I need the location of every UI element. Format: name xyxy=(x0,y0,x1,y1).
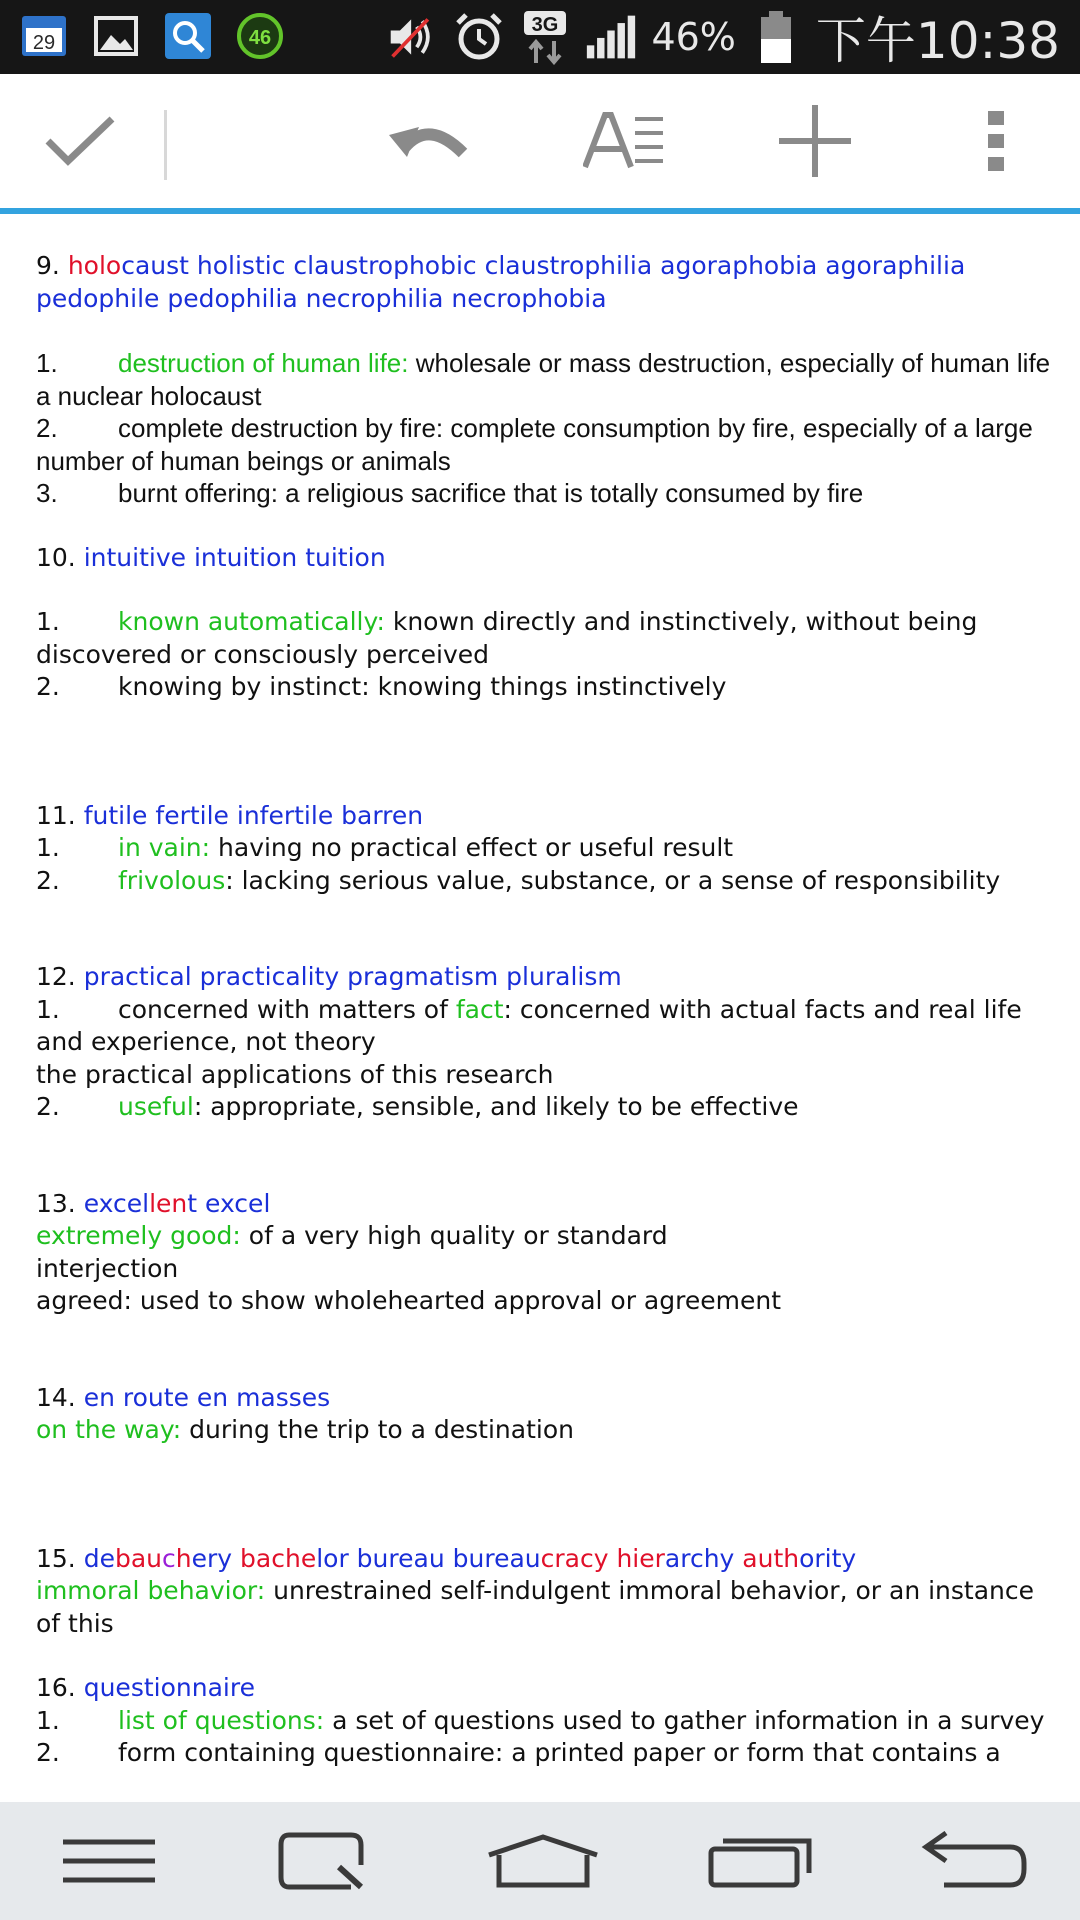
navigation-bar xyxy=(0,1802,1080,1920)
status-bar xyxy=(0,0,1080,74)
undo-button[interactable] xyxy=(370,74,490,208)
definition-headword: extremely good: xyxy=(36,1221,241,1250)
home-icon xyxy=(485,1833,601,1889)
undo-icon xyxy=(385,111,475,171)
definition-text: form containing questionnaire: a printed paper or form that contains a xyxy=(118,1738,1001,1767)
word-highlight: h xyxy=(175,1543,192,1573)
entry-heading-13 xyxy=(36,1188,1056,1221)
definition-headword: destruction of human life: xyxy=(118,348,409,378)
definition-text: known directly and instinctively, without being discovered or consciously perceived xyxy=(36,607,978,669)
entry-number: 9. xyxy=(36,251,68,280)
definition-line xyxy=(36,865,1056,898)
definition-number: 2. xyxy=(36,1092,60,1121)
recent-apps-button[interactable] xyxy=(685,1802,835,1920)
network-type-text: 3G xyxy=(532,14,559,36)
definition-text: having no practical effect or useful result xyxy=(210,833,734,862)
definition-text: complete destruction by fire: complete consumption by fire, especially of a large number of human beings or animals xyxy=(36,413,1033,476)
entry-heading-9 xyxy=(36,250,1056,315)
word-list: caust holistic claustrophobic claustrophilia agoraphobia agoraphilia pedophile pedophilia necrophilia necrophobia xyxy=(36,251,966,313)
definition-text: : concerned with actual facts and real life and experience, not theory xyxy=(36,994,1022,1056)
word-space xyxy=(232,1544,240,1573)
definition-text: knowing by instinct: knowing things instinctively xyxy=(118,672,727,701)
definition-headword: frivolous xyxy=(118,865,226,895)
word-highlight: bau xyxy=(114,1543,163,1573)
definition-number: 1. xyxy=(36,994,60,1024)
done-button[interactable] xyxy=(20,74,140,208)
network-3g-icon xyxy=(519,11,571,63)
definition-text: burnt offering: a religious sacrifice that is totally consumed by fire xyxy=(118,478,864,508)
overflow-menu-button[interactable] xyxy=(966,74,1026,208)
definition-headword: on the way: xyxy=(36,1415,182,1444)
check-icon xyxy=(40,111,120,171)
definition-line xyxy=(36,832,1056,865)
word-highlight: holo xyxy=(67,251,122,280)
definition-headword: known automatically: xyxy=(118,607,385,636)
overflow-menu-icon xyxy=(986,109,1006,173)
back-button[interactable] xyxy=(900,1802,1050,1920)
definition-text: a set of questions used to gather information in a survey xyxy=(324,1705,1045,1735)
example-line: the practical applications of this research xyxy=(36,1059,554,1089)
word-part: excel xyxy=(83,1188,150,1218)
definition-line xyxy=(36,1575,1056,1640)
toolbar-accent-rule xyxy=(0,208,1080,214)
entry-number: 10. xyxy=(36,542,84,572)
definition-text: : lacking serious value, substance, or a sense of responsibility xyxy=(225,865,1001,895)
battery-percent: 46% xyxy=(651,15,736,59)
word-highlight: auth xyxy=(742,1543,800,1573)
document-body[interactable] xyxy=(36,250,1056,1770)
definition-text: unrestrained self-indulgent immoral behavior, or an instance of this xyxy=(36,1576,1035,1638)
word-highlight: hier xyxy=(616,1543,665,1573)
definition-line xyxy=(36,1414,1056,1447)
word-part: rity xyxy=(814,1543,857,1573)
signal-icon xyxy=(585,11,637,63)
definition-line xyxy=(36,994,1056,1059)
definition-line xyxy=(36,606,1056,671)
entry-heading-16 xyxy=(36,1672,1056,1705)
back-icon xyxy=(920,1831,1030,1891)
definition-number: 2. xyxy=(36,672,60,701)
word-part: lor bureau bureau xyxy=(316,1543,541,1573)
definition-headword: immoral behavior: xyxy=(36,1576,266,1605)
word-part: de xyxy=(83,1543,115,1573)
definition-number: 1. xyxy=(36,1705,60,1735)
definition-number: 2. xyxy=(36,413,58,443)
menu-icon xyxy=(59,1836,159,1886)
definition-text: of a very high quality or standard xyxy=(240,1221,668,1250)
definition-headword: useful xyxy=(118,1092,194,1121)
volume-muted-icon xyxy=(387,11,439,63)
definition-line xyxy=(36,412,1056,477)
word-list: en route en masses xyxy=(83,1382,331,1412)
gallery-icon xyxy=(90,10,142,62)
definition-text: wholesale or mass destruction, especially of human life xyxy=(408,348,1051,378)
definition-headword: in vain: xyxy=(118,833,211,862)
word-part: ery xyxy=(191,1543,233,1573)
entry-heading-14 xyxy=(36,1382,1056,1415)
menu-button[interactable] xyxy=(34,1802,184,1920)
definition-headword: list of questions: xyxy=(118,1705,325,1735)
definition-number: 1. xyxy=(36,348,58,378)
word-part: o xyxy=(799,1543,815,1573)
word-part: archy xyxy=(664,1543,743,1573)
clock: 下午10:38 xyxy=(815,12,1060,70)
word-highlight: cracy xyxy=(540,1543,609,1573)
entry-number: 16. xyxy=(36,1673,84,1702)
definition-line xyxy=(36,1220,1056,1253)
definition-number: 2. xyxy=(36,1738,60,1767)
word-list: questionnaire xyxy=(83,1673,255,1702)
definition-number: 2. xyxy=(36,865,60,895)
gauge-value-text: 46 xyxy=(248,27,272,49)
entry-number: 12. xyxy=(36,962,84,991)
recent-apps-icon xyxy=(707,1833,813,1889)
definition-text: during the trip to a destination xyxy=(181,1415,574,1444)
entry-number: 13. xyxy=(36,1188,84,1218)
word-part: t excel xyxy=(187,1188,271,1218)
entry-heading-12 xyxy=(36,961,1056,994)
definition-text: : appropriate, sensible, and likely to be effective xyxy=(193,1092,799,1121)
definition-number: 1. xyxy=(36,833,60,862)
definition-line xyxy=(36,477,1056,510)
word-list: futile fertile infertile barren xyxy=(83,800,424,830)
alarm-icon xyxy=(453,11,505,63)
entry-number: 11. xyxy=(36,800,84,830)
definition-line: agreed: used to show wholehearted approval or agreement xyxy=(36,1286,781,1315)
definition-line xyxy=(36,1705,1056,1738)
definition-number: 1. xyxy=(36,607,60,636)
calendar-icon xyxy=(18,10,70,62)
definition-line xyxy=(36,347,1056,380)
word-list: practical practicality pragmatism pluralism xyxy=(83,962,622,991)
text-format-button[interactable] xyxy=(565,74,685,208)
dictionary-app-icon xyxy=(162,10,214,62)
search-icon xyxy=(277,1831,373,1891)
entry-heading-11 xyxy=(36,800,1056,833)
editor-toolbar xyxy=(0,74,1080,214)
part-of-speech: interjection xyxy=(36,1253,179,1283)
definition-line xyxy=(36,1091,1056,1124)
definition-number: 3. xyxy=(36,478,58,508)
word-highlight: len xyxy=(149,1188,188,1218)
search-button[interactable] xyxy=(250,1802,400,1920)
entry-heading-15 xyxy=(36,1543,1056,1576)
word-highlight: c xyxy=(162,1543,176,1573)
text-format-icon xyxy=(583,109,667,173)
home-button[interactable] xyxy=(468,1802,618,1920)
add-button[interactable] xyxy=(755,74,875,208)
add-icon xyxy=(775,101,855,181)
entry-number: 14. xyxy=(36,1382,84,1412)
gauge-icon xyxy=(234,10,286,62)
calendar-day-text: 29 xyxy=(32,32,56,54)
definition-headword: fact xyxy=(455,994,504,1024)
entry-heading-10 xyxy=(36,542,1056,575)
definition-line xyxy=(36,1737,1056,1770)
word-highlight: bache xyxy=(240,1543,317,1573)
definition-text: concerned with matters of xyxy=(118,994,456,1024)
entry-number: 15. xyxy=(36,1543,84,1573)
example-line: a nuclear holocaust xyxy=(36,380,262,411)
battery-icon xyxy=(750,11,802,63)
document-editor[interactable] xyxy=(0,220,1080,1802)
definition-line xyxy=(36,671,1056,704)
word-list: intuitive intuition tuition xyxy=(83,542,386,572)
toolbar-divider xyxy=(164,110,167,180)
